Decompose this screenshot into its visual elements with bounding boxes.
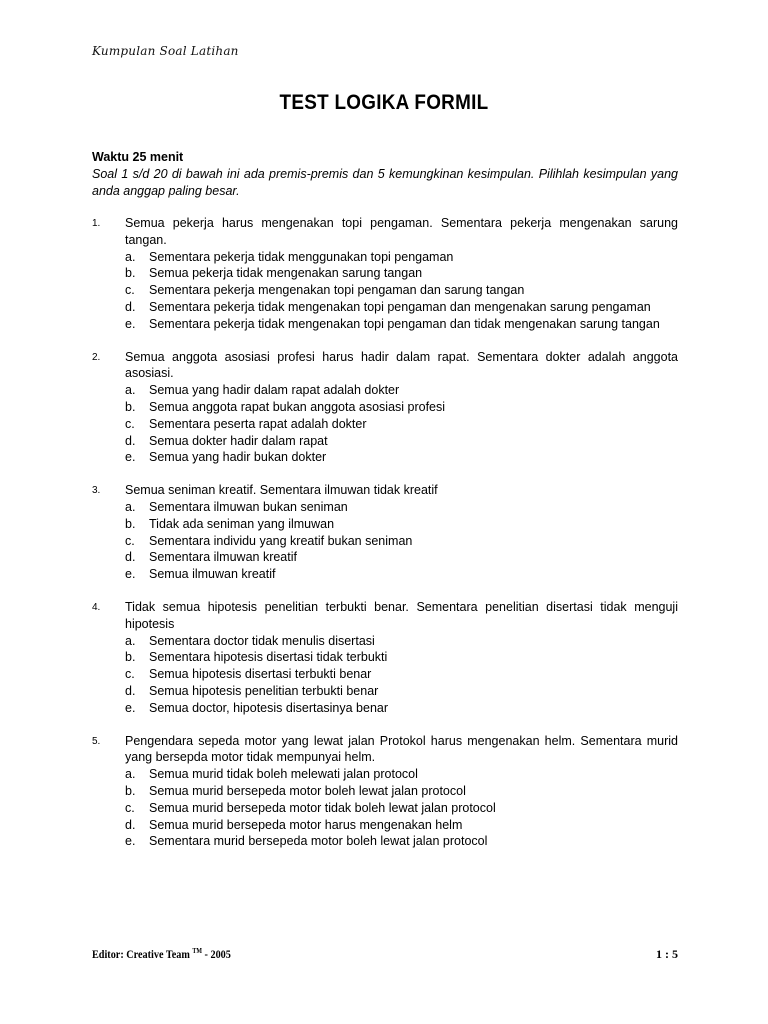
option-d (125, 433, 678, 450)
option-d (125, 549, 678, 566)
question-4 (92, 599, 678, 717)
footer-editor (92, 947, 231, 962)
option-b (125, 265, 678, 282)
option-a (125, 766, 678, 783)
option-c (125, 533, 678, 550)
option-letter: e. (125, 450, 136, 465)
option-letter: a. (125, 383, 136, 398)
option-text: Semua pekerja tidak mengenakan sarung tangan (149, 266, 423, 281)
option-letter: e. (125, 834, 136, 849)
page-number: 1 : 5 (656, 947, 678, 961)
option-text: Semua murid bersepeda motor harus mengenakan helm (149, 817, 463, 832)
option-a (125, 633, 678, 650)
option-text: Sementara hipotesis disertasi tidak terbukti (149, 650, 388, 665)
question-stem: Semua seniman kreatif. Sementara ilmuwan tidak kreatif (125, 483, 438, 498)
time-limit: Waktu 25 menit (92, 150, 184, 164)
option-list (125, 766, 678, 850)
question-number: 3. (92, 485, 101, 497)
option-letter: b. (125, 783, 136, 798)
option-text: Sementara individu yang kreatif bukan seniman (149, 533, 413, 548)
option-text: Semua murid bersepeda motor tidak boleh lewat jalan protocol (149, 800, 496, 815)
option-b (125, 516, 678, 533)
option-c (125, 666, 678, 683)
option-c (125, 800, 678, 817)
editor-text: Editor: Creative Team (92, 947, 190, 961)
question-number: 4. (92, 601, 101, 613)
option-text: Semua murid tidak boleh melewati jalan protocol (149, 767, 418, 782)
question-1 (92, 215, 678, 333)
option-a (125, 249, 678, 266)
option-letter: e. (125, 700, 136, 715)
question-number: 2. (92, 351, 101, 363)
option-text: Semua doctor, hipotesis disertasinya benar (149, 700, 389, 715)
page-title: TEST LOGIKA FORMIL (279, 91, 489, 114)
option-d (125, 683, 678, 700)
option-list (125, 382, 678, 466)
option-d (125, 299, 678, 316)
option-text: Sementara ilmuwan kreatif (149, 550, 297, 565)
option-text: Tidak ada seniman yang ilmuwan (149, 516, 335, 531)
option-text: Sementara pekerja tidak mengenakan topi pengaman dan mengenakan sarung pengaman (149, 299, 651, 314)
option-letter: a. (125, 633, 136, 648)
question-number: 1. (92, 218, 101, 229)
option-letter: e. (125, 316, 136, 331)
intro (92, 149, 678, 200)
option-text: Semua hipotesis disertasi terbukti benar (149, 667, 372, 682)
option-a (125, 499, 678, 516)
option-a (125, 382, 678, 399)
option-e (125, 449, 678, 466)
option-c (125, 282, 678, 299)
option-text: Semua ilmuwan kreatif (149, 567, 276, 582)
option-e (125, 700, 678, 717)
option-letter: d. (125, 683, 136, 698)
option-letter: c. (125, 416, 135, 431)
question-stem: Semua pekerja harus mengenakan topi pengaman. Sementara pekerja mengenakan sarung tangan. (125, 216, 678, 247)
question-3 (92, 482, 678, 583)
option-text: Sementara pekerja mengenakan topi pengaman dan sarung tangan (149, 283, 525, 298)
question-5 (92, 733, 678, 851)
option-text: Sementara doctor tidak menulis disertasi (149, 633, 375, 648)
option-letter: d. (125, 550, 136, 565)
option-e (125, 316, 678, 333)
option-text: Semua yang hadir bukan dokter (149, 450, 327, 465)
option-letter: d. (125, 433, 136, 448)
option-letter: c. (125, 800, 135, 815)
question-2 (92, 349, 678, 467)
option-text: Sementara pekerja tidak menggunakan topi pengaman (149, 249, 454, 264)
question-number: 5. (92, 735, 101, 747)
option-text: Sementara ilmuwan bukan seniman (149, 499, 348, 514)
option-letter: b. (125, 650, 136, 665)
option-text: Semua anggota rapat bukan anggota asosiasi profesi (149, 399, 446, 414)
option-text: Sementara murid bersepeda motor boleh lewat jalan protocol (149, 834, 488, 849)
option-letter: d. (125, 817, 136, 832)
option-letter: c. (125, 533, 135, 548)
option-letter: c. (125, 283, 135, 298)
question-stem: Pengendara sepeda motor yang lewat jalan Protokol harus mengenakan helm. Sementara murid yang bersepda motor tidak mempunyai helm. (125, 733, 678, 765)
option-e (125, 833, 678, 850)
option-letter: a. (125, 499, 136, 514)
option-list (125, 499, 678, 583)
option-letter: d. (125, 299, 136, 314)
option-list (125, 633, 678, 717)
option-list (125, 249, 678, 333)
header-note: Kumpulan Soal Latihan (92, 44, 239, 58)
trademark-mark: TM (192, 947, 202, 955)
option-text: Semua hipotesis penelitian terbukti benar (149, 683, 379, 698)
option-letter: c. (125, 667, 135, 682)
option-letter: b. (125, 266, 136, 281)
option-b (125, 399, 678, 416)
option-letter: a. (125, 767, 136, 782)
option-text: Sementara peserta rapat adalah dokter (149, 416, 367, 431)
footer-year: - 2005 (201, 947, 231, 961)
option-text: Semua yang hadir dalam rapat adalah dokter (149, 383, 400, 398)
option-text: Semua murid bersepeda motor boleh lewat jalan protocol (149, 783, 466, 798)
question-list (92, 215, 678, 866)
option-letter: b. (125, 516, 136, 531)
option-letter: e. (125, 567, 136, 582)
option-e (125, 566, 678, 583)
option-c (125, 416, 678, 433)
option-b (125, 649, 678, 666)
option-b (125, 783, 678, 800)
option-d (125, 817, 678, 834)
instructions: Soal 1 s/d 20 di bawah ini ada premis-premis dan 5 kemungkinan kesimpulan. Pilihlah kesimpulan yang anda anggap paling besar. (92, 167, 678, 198)
option-letter: b. (125, 399, 136, 414)
option-text: Sementara pekerja tidak mengenakan topi pengaman dan tidak mengenakan sarung tangan (149, 316, 660, 331)
option-text: Semua dokter hadir dalam rapat (149, 433, 328, 448)
question-stem: Semua anggota asosiasi profesi harus hadir dalam rapat. Sementara dokter adalah anggota asosiasi. (125, 349, 678, 381)
option-letter: a. (125, 249, 136, 264)
question-stem: Tidak semua hipotesis penelitian terbukti benar. Sementara penelitian disertasi tidak menguji hipotesis (125, 599, 678, 631)
